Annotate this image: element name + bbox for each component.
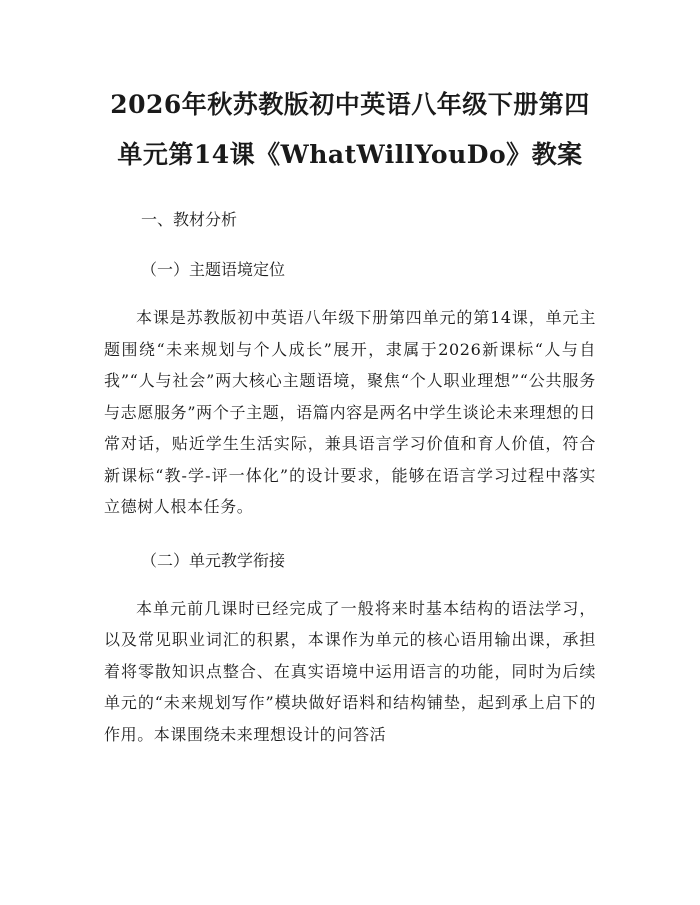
subsection-heading-theme-context: （一）主题语境定位 <box>141 260 286 279</box>
section-heading-textbook-analysis: 一、教材分析 <box>141 210 238 229</box>
paragraph-theme-context: 本课是苏教版初中英语八年级下册第四单元的第14课，单元主题围绕“未来规划与个人成长”展开，隶属于2026新课标“人与自我”“人与社会”两大核心主题语境，聚焦“个人职业理想”“公共服务与志愿服务”两个子主题，语篇内容是两名中学生谈论未来理想的日常对话，贴近学生生活实际，兼具语言学习价值和育人价值，符合新课标“教-学-评一体化”的设计要求，能够在语言学习过程中落实立德树人根本任务。 <box>104 308 596 516</box>
paragraph-unit-connection: 本单元前几课时已经完成了一般将来时基本结构的语法学习，以及常见职业词汇的积累，本课作为单元的核心语用输出课，承担着将零散知识点整合、在真实语境中运用语言的功能，同时为后续单元的“未来规划写作”模块做好语料和结构铺垫，起到承上启下的作用。本课围绕未来理想设计的问答活 <box>104 598 596 744</box>
subsection-heading-unit-connection: （二）单元教学衔接 <box>141 550 286 570</box>
document-title: 2026年秋苏教版初中英语八年级下册第四单元第14课《WhatWillYouDo》教案 <box>110 90 590 169</box>
